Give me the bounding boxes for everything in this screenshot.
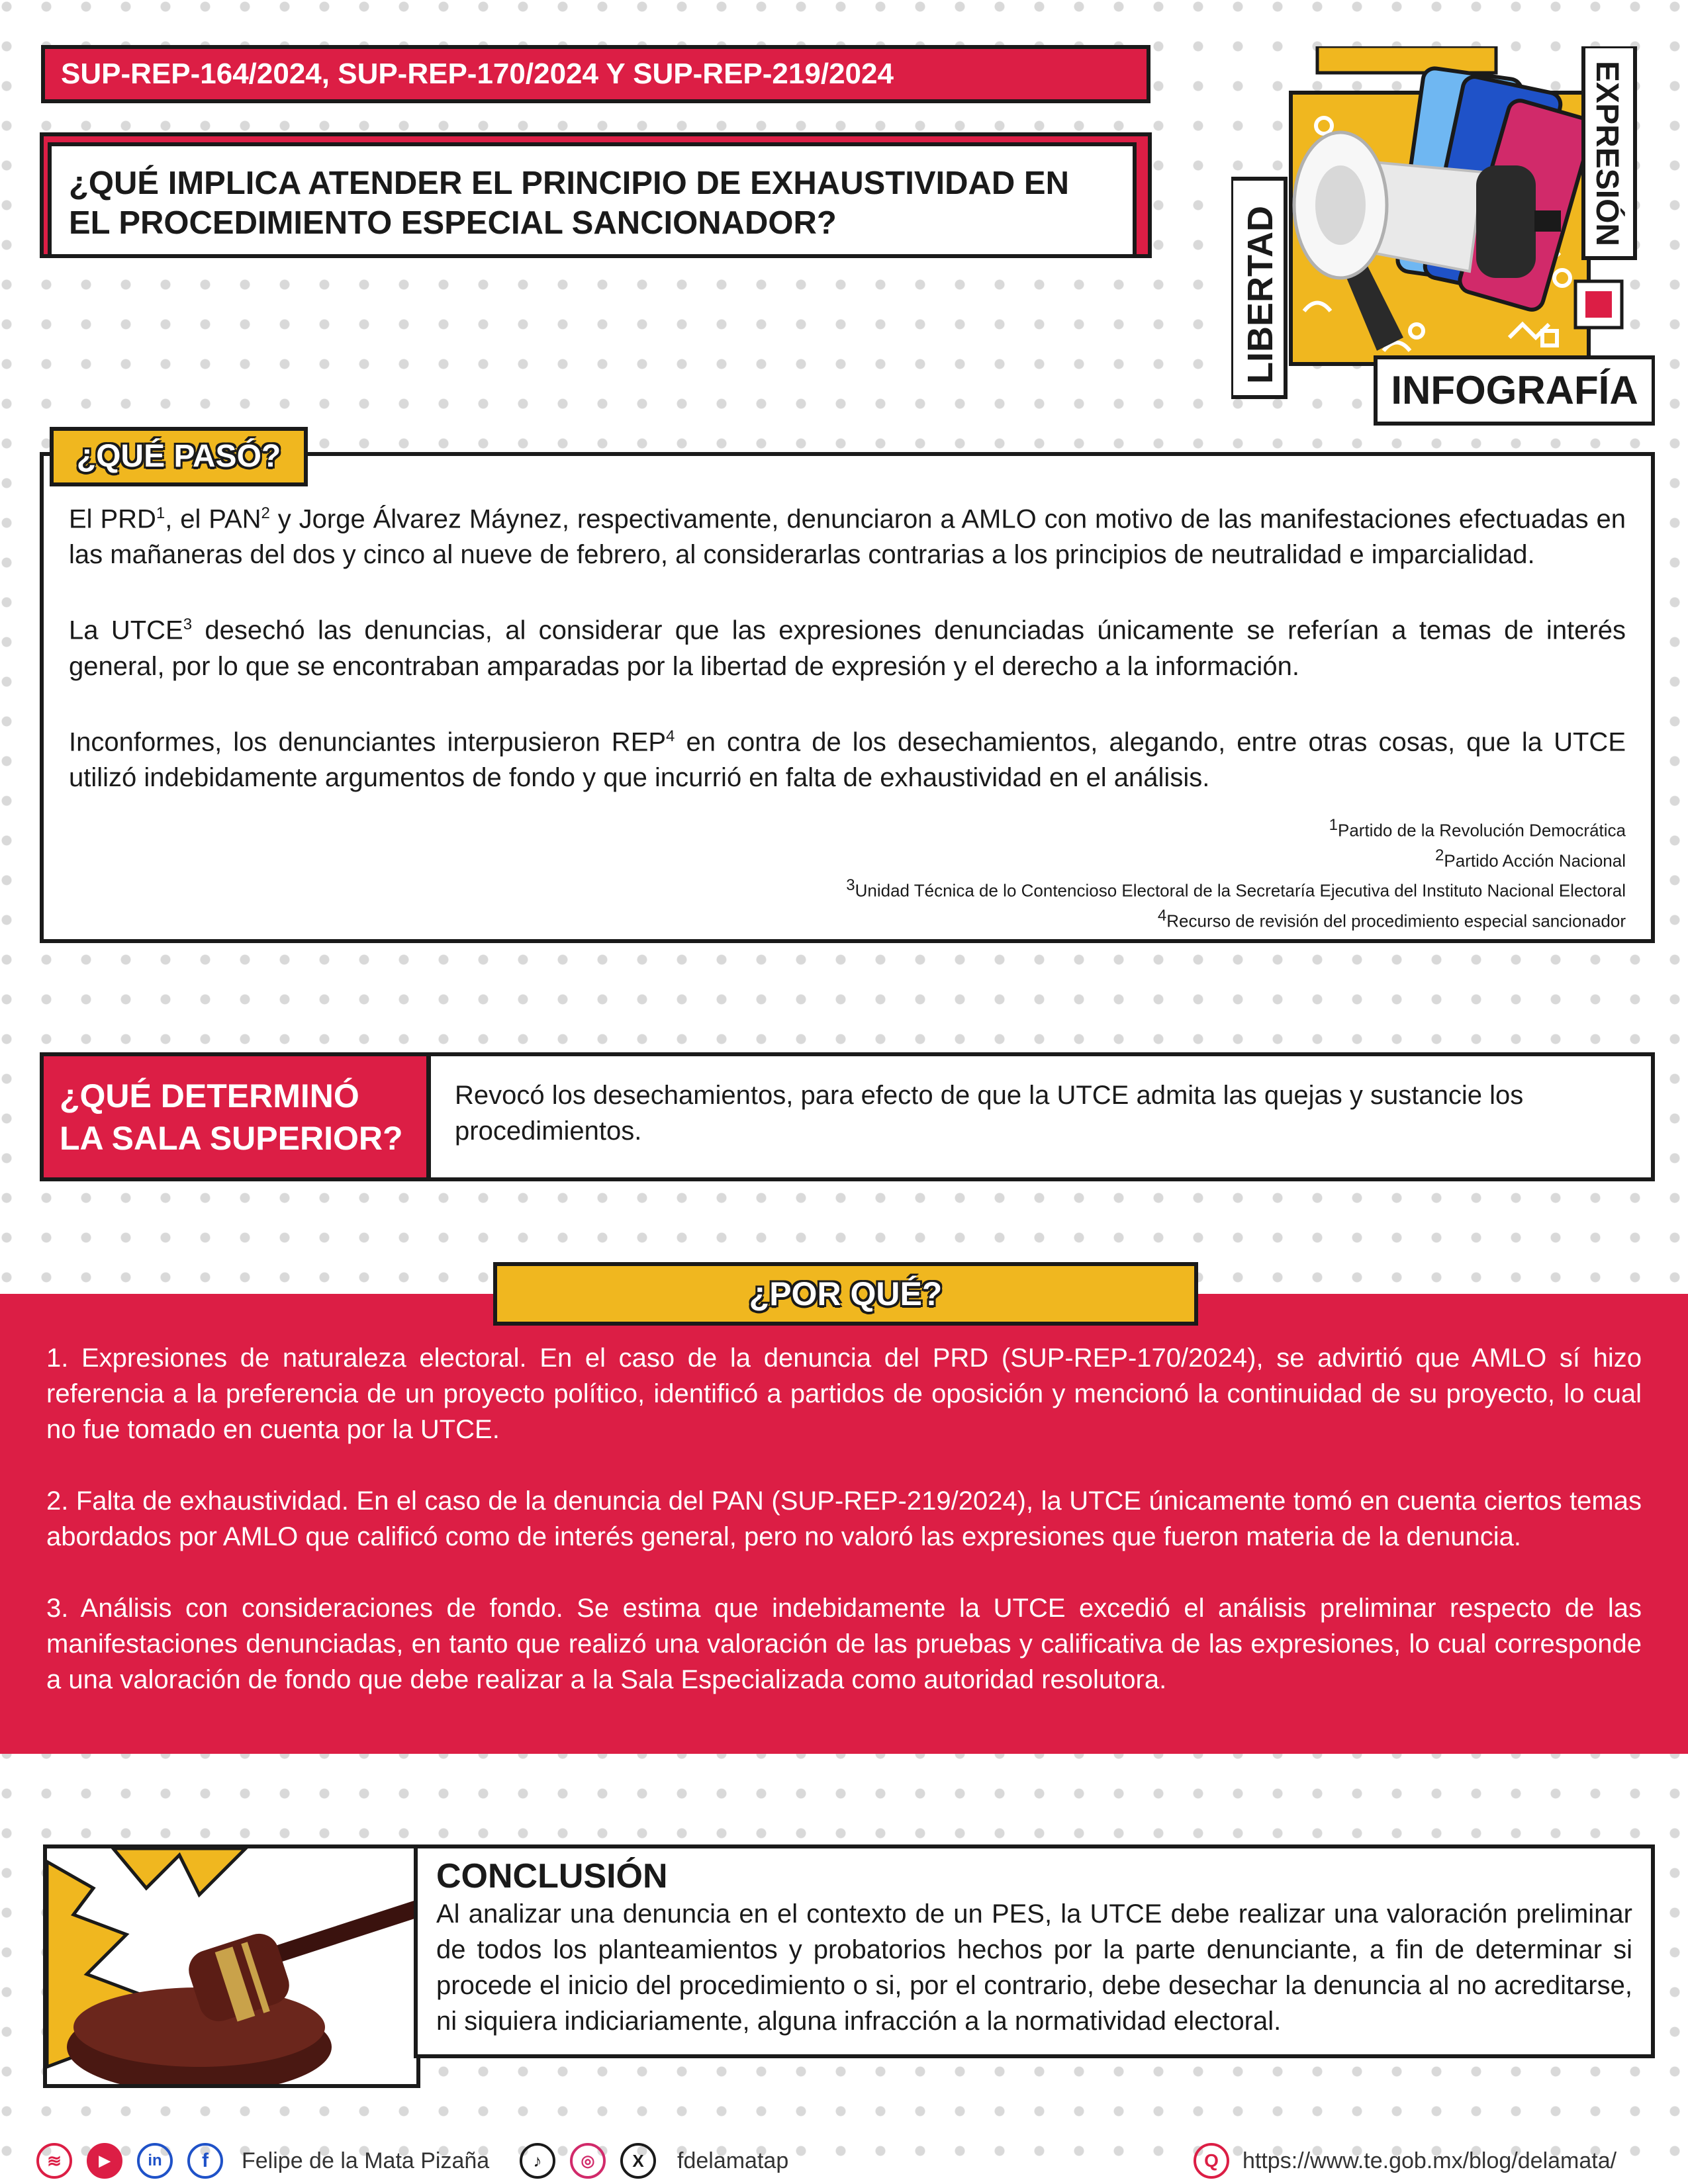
instagram-icon[interactable]: ◎ [570,2143,606,2179]
footer-handle: fdelamatap [677,2148,789,2173]
por-que-item: 3. Análisis con consideraciones de fondo. Se estima que indebidamente la UTCE excedió el análisis preliminar respecto de las manifestaciones denunciadas, en tanto que realizó una valoración de las pruebas y calificativa de las expresiones, lo cual corresponde a una valoración de fondo que debe realizar a la Sala Especializada como autoridad resolutora. [46,1594,1642,1694]
libertad-word: LIBERTAD [1241,206,1280,384]
case-numbers-banner [41,45,1150,103]
footnote-ref-1: 1 [156,504,165,522]
p2-a: La UTCE [69,615,183,645]
p3-b: en contra de los desechamientos, alegando, entre otras cosas, que la UTCE utilizó indebidamente argumentos de fondo y que incurrió en falta de exhaustividad en el análisis. [69,727,1626,792]
expresion-word: EXPRESIÓN [1589,61,1624,247]
gavel-icon [47,1848,420,2088]
que-paso-tag [50,427,308,486]
conclusion-title: CONCLUSIÓN [436,1857,668,1895]
footnote-ref-2: 2 [261,504,270,522]
case-numbers: SUP-REP-164/2024, SUP-REP-170/2024 Y SUP-REP-219/2024 [61,58,894,90]
por-que-tag-text: ¿POR QUÉ? [749,1275,943,1312]
search-icon[interactable]: Q [1194,2143,1229,2179]
que-paso-tag-text: ¿QUÉ PASÓ? [76,439,281,474]
megaphone-phones-illustration [1231,46,1655,430]
infografia-label: INFOGRAFÍA [1391,368,1638,412]
page-title [48,142,1137,258]
que-paso-paragraph-1 [69,496,1626,572]
determino-label [40,1052,430,1181]
gavel-image [43,1844,420,2088]
conclusion-box [414,1844,1655,2058]
linkedin-icon[interactable]: in [137,2143,173,2179]
p1-a: El PRD [69,504,156,534]
red-square-icon [1585,291,1612,318]
que-paso-paragraph-3 [69,719,1626,796]
determino-text: Revocó los desechamientos, para efecto de que la UTCE admita las quejas y sustancie los procedimientos. [455,1081,1524,1146]
footnote [69,813,1626,843]
footnote-text: Partido de la Revolución Democrática [1338,820,1626,841]
footnote [69,873,1626,903]
x-icon[interactable]: X [620,2143,656,2179]
por-que-content [46,1340,1642,1733]
hero-graphic [1231,46,1655,430]
footer [36,2143,1658,2183]
footnote-num: 2 [1435,846,1444,864]
footer-name: Felipe de la Mata Pizaña [242,2148,490,2173]
youtube-icon[interactable]: ▶ [87,2143,122,2179]
p1-c: y Jorge Álvarez Máynez, respectivamente, denunciaron a AMLO con motivo de las manifestaciones efectuadas en las mañaneras del dos y cinco al nueve de febrero, al considerarlas contrarias a los principios de neutralidad e imparcialidad. [69,504,1626,570]
footnote-text: Recurso de revisión del procedimiento especial sancionador [1166,911,1626,931]
footnote-ref-4: 4 [666,727,675,745]
footnote [69,903,1626,934]
facebook-icon[interactable]: f [187,2143,223,2179]
determino-label-text: ¿QUÉ DETERMINÓ LA SALA SUPERIOR? [60,1077,403,1157]
por-que-tag [493,1262,1198,1326]
footnotes [69,813,1626,934]
conclusion-text: Al analizar una denuncia en el contexto de un PES, la UTCE debe realizar una valoración preliminar de todos los planteamientos y probatorios hechos por la parte denunciante, a fin de determinar si procede el inicio del procedimiento o si, por el contrario, debe desechar la denuncia al no acreditarse, ni siquiera indiciariamente, alguna infracción a la normatividad electoral. [436,1899,1632,2036]
footnote-num: 1 [1329,815,1338,834]
footnote-text: Partido Acción Nacional [1444,850,1626,871]
que-paso-paragraph-2 [69,607,1626,684]
que-paso-box [40,452,1655,943]
spotify-icon[interactable]: ≋ [36,2143,72,2179]
footer-url[interactable]: https://www.te.gob.mx/blog/delamata/ [1243,2148,1617,2173]
p3-a: Inconformes, los denunciantes interpusieron REP [69,727,667,756]
footnote-num: 3 [846,876,855,895]
footnote-text: Unidad Técnica de lo Contencioso Electoral de la Secretaría Ejecutiva del Instituto Nacional Electoral [855,880,1626,901]
footnote-num: 4 [1157,906,1167,925]
p2-b: desechó las denuncias, al considerar que las expresiones denunciadas únicamente se referían a temas de interés general, por lo que se encontraban amparadas por la libertad de expresión y el derecho a la información. [69,615,1626,681]
p1-b: , el PAN [165,504,261,534]
footnote [69,843,1626,874]
por-que-item: 2. Falta de exhaustividad. En el caso de la denuncia del PAN (SUP-REP-219/2024), la UTCE únicamente tomó en cuenta ciertos temas abordados por AMLO que calificó como de interés general, pero no valoró las expresiones que fueron materia de la denuncia. [46,1486,1642,1551]
footnote-ref-3: 3 [183,615,193,634]
determino-box [427,1052,1655,1181]
tiktok-icon[interactable]: ♪ [520,2143,555,2179]
page-title-text: ¿QUÉ IMPLICA ATENDER EL PRINCIPIO DE EXHAUSTIVIDAD EN EL PROCEDIMIENTO ESPECIAL SANCIONADOR? [69,165,1069,241]
por-que-item: 1. Expresiones de naturaleza electoral. En el caso de la denuncia del PRD (SUP-REP-170/2024), se advirtió que AMLO sí hizo referencia a la preferencia de un proyecto político, identificó a partidos de oposición y mencionó la continuidad de su proyecto, lo cual no fue tomado en cuenta por la UTCE. [46,1343,1642,1444]
